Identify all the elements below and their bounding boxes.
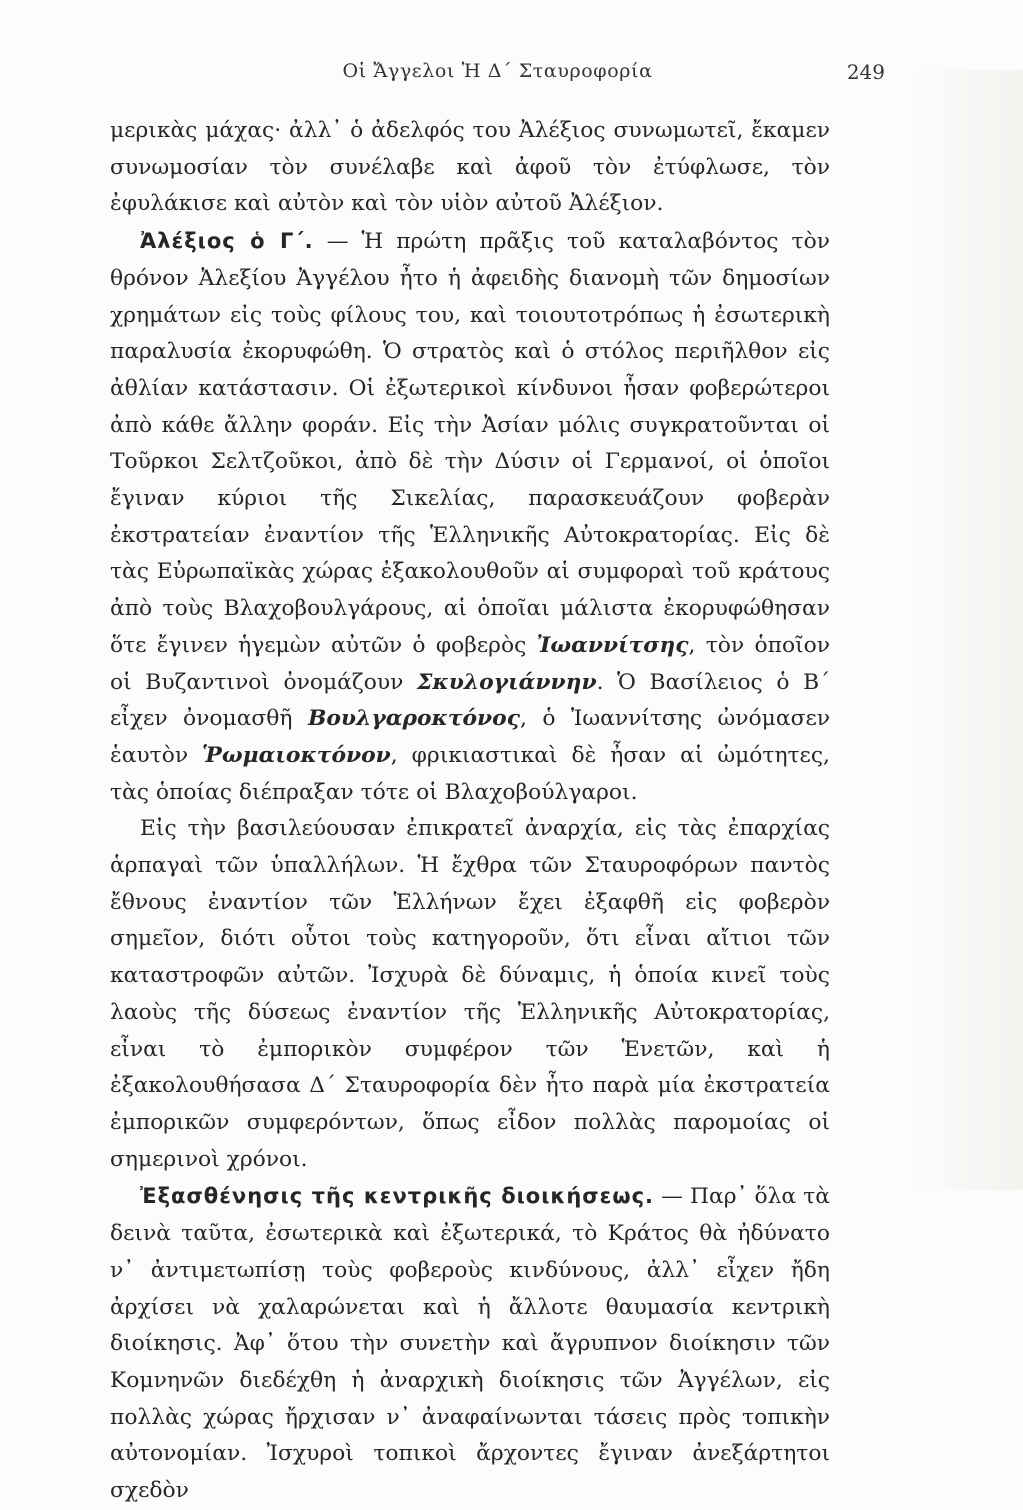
paragraph-3 [110, 811, 830, 1178]
facing-page-bleed [905, 70, 1023, 1190]
paragraph-2-text-a: — Ἡ πρώτη πρᾶξις τοῦ καταλαβόντος τὸν θρόνον Ἀλεξίου Ἀγγέλου ἦτο ἡ ἀφειδὴς διανομὴ τῶν δημοσίων χρημάτων εἰς τοὺς φίλους του, καὶ τοιουτοτρόπως ἡ ἐσωτερικὴ παραλυσία ἐκορυφώθη. Ὁ στρατὸς καὶ ὁ στόλος περιῆλθον εἰς ἀθλίαν κατάστασιν. Οἱ ἐξωτερικοὶ κίνδυνοι ἦσαν φοβερώτεροι ἀπὸ κάθε ἄλλην φοράν. Εἰς τὴν Ἀσίαν μόλις συγκρατοῦνται οἱ Τοῦρκοι Σελτζοῦκοι, ἀπὸ δὲ τὴν Δύσιν οἱ Γερμανοί, οἱ ὁποῖοι ἔγιναν κύριοι τῆς Σικελίας, παρασκευάζουν φοβερὰν ἐκστρατείαν ἐναντίον τῆς Ἑλληνικῆς Αὐτοκρατορίας. Εἰς δὲ τὰς Εὐρωπαϊκὰς χώρας ἐξακολουθοῦν αἱ συμφοραὶ τοῦ κράτους ἀπὸ τοὺς Βλαχοβουλγάρους, αἱ ὁποῖαι μάλιστα ἐκορυφώθησαν ὅτε ἔγινεν ἡγεμὼν αὐτῶν ὁ φοβερὸς [110, 229, 830, 658]
emphasis-ioannitsis: Ἰωαννίτσης [536, 632, 689, 658]
paragraph-2-text-f: , φρικιαστικαὶ δὲ ἦσαν αἱ ὠμότητες, τὰς ὁποίας διέπραξαν τότε οἱ Βλαχοβούλγαροι. [110, 742, 830, 805]
section-heading-alexios-iii: Ἀλέξιος ὁ Γ΄. [140, 229, 314, 254]
paragraph-4 [110, 1178, 830, 1509]
page-header [110, 60, 885, 90]
paragraph-2 [110, 223, 830, 811]
paragraph-2-text-c: . Ὁ Βασίλειος ὁ Β΄ εἶχεν ὀνομασθῆ [110, 669, 830, 732]
section-heading-central-administration: Ἐξασθένησις τῆς κεντρικῆς διοικήσεως. [140, 1184, 655, 1209]
paragraph-1 [110, 113, 830, 223]
paragraph-2-text-d: , ὁ Ἰωαννίτσης ὠνόμασεν ἑαυτὸν [110, 706, 830, 768]
paragraph-3-text: Εἰς τὴν βασιλεύουσαν ἐπικρατεῖ ἀναρχία, εἰς τὰς ἐπαρχίας ἁρπαγαὶ τῶν ὑπαλλήλων. Ἡ ἔχθρα τῶν Σταυροφόρων παντὸς ἔθνους ἐναντίον τῶν Ἑλλήνων ἔχει ἐξαφθῆ εἰς φοβερὸν σημεῖον, διότι οὗτοι τοὺς κατηγοροῦν, ὅτι εἶναι αἴτιοι τῶν καταστροφῶν αὐτῶν. Ἰσχυρὰ δὲ δύναμις, ἡ ὁποία κινεῖ τοὺς λαοὺς τῆς δύσεως ἐναντίον τῆς Ἑλληνικῆς Αὐτοκρατορίας, εἶναι τὸ ἐμπορικὸν συμφέρον τῶν Ἑνετῶν, καὶ ἡ ἐξακολουθήσασα Δ΄ Σταυροφορία δὲν ἦτο παρὰ μία ἐκστρατεία ἐμπορικῶν συμφερόντων, ὅπως εἶδον πολλὰς παρομοίας οἱ σημερινοὶ χρόνοι. [110, 816, 830, 1172]
paragraph-2-text-b: , τὸν ὁποῖον οἱ Βυζαντινοὶ ὀνομάζουν [110, 632, 830, 695]
emphasis-romaioktonos: Ῥωμαιοκτόνον [202, 742, 391, 768]
emphasis-skylogiannis: Σκυλογιάννην [416, 669, 597, 695]
paragraph-4-text: — Παρ᾽ ὅλα τὰ δεινὰ ταῦτα, ἐσωτερικὰ καὶ ἐξωτερικά, τὸ Κράτος θὰ ἠδύνατο ν᾽ ἀντιμετωπίσῃ τοὺς φοβεροὺς κινδύνους, ἀλλ᾽ εἶχεν ἤδη ἀρχίσει νὰ χαλαρώνεται καὶ ἡ ἄλλοτε θαυμασία κεντρικὴ διοίκησις. Ἀφ᾽ ὅτου τὴν συνετὴν καὶ ἄγρυπνον διοίκησιν τῶν Κομνηνῶν διεδέχθη ἡ ἀναρχικὴ διοίκησις τῶν Ἀγγέλων, εἰς πολλὰς χώρας ἤρχισαν ν᾽ ἀναφαίνωνται τάσεις πρὸς τοπικὴν αὐτονομίαν. Ἰσχυροὶ τοπικοὶ ἄρχοντες ἔγιναν ἀνεξάρτητοι σχεδὸν [110, 1184, 830, 1504]
page-number: 249 [846, 60, 885, 84]
emphasis-voulgaroktonos: Βουλγαροκτόνος [307, 706, 520, 732]
running-title: Οἱ Ἄγγελοι Ἡ Δ΄ Σταυροφορία [342, 60, 653, 82]
paragraph-1-text: μερικὰς μάχας· ἀλλ᾽ ὁ ἀδελφός του Ἀλέξιος συνωμωτεῖ, ἔκαμεν συνωμοσίαν τὸν συνέλαβε καὶ ἀφοῦ τὸν ἐτύφλωσε, τὸν ἐφυλάκισε καὶ αὐτὸν καὶ τὸν υἱὸν αὐτοῦ Ἀλέξιον. [110, 118, 830, 217]
body-text [110, 113, 830, 1510]
